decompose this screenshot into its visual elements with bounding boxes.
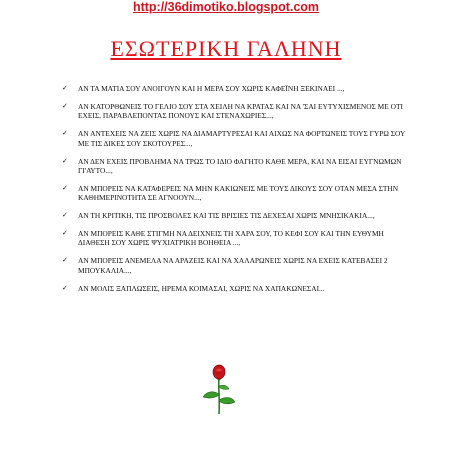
- list-item-text: ΑΝ ΤΑ ΜΑΤΙΑ ΣΟΥ ΑΝΟΙΓΟΥΝ ΚΑΙ Η ΜΕΡΑ ΣΟΥ ΧΩΡΙΣ ΚΑΦΕΪΝΗ ΞΕΚΙΝΑΕΙ ...,: [78, 84, 345, 93]
- checkmark-icon: ✓: [62, 256, 68, 265]
- list-item: [62, 102, 407, 121]
- list-item: [62, 157, 407, 176]
- list-item: [62, 84, 407, 93]
- checkmark-icon: ✓: [62, 156, 68, 165]
- list-item-text: ΑΝ ΚΑΤΟΡΘΩΝΕΙΣ ΤΟ ΓΕΛΙΟ ΣΟΥ ΣΤΑ ΧΕΙΛΗ ΝΑ ΚΡΑΤΑΣ ΚΑΙ ΝΑ 'ΣΑΙ ΕΥΤΥΧΙΣΜΕΝΟΣ ΜΕ ΟΤΙ ΕΧΕΙΣ, ΠΑΡΑΒΛΕΠΟΝΤΑΣ ΠΟΝΟΥΣ ΚΑΙ ΣΤΕΝΑΧΩΡΙΕΣ...,: [78, 101, 403, 121]
- checkmark-icon: ✓: [62, 84, 68, 92]
- list-item-text: ΑΝ ΜΠΟΡΕΙΣ ΝΑ ΚΑΤΑΦΕΡΕΙΣ ΝΑ ΜΗΝ ΚΑΚΙΩΝΕΙΣ ΜΕ ΤΟΥΣ ΔΙΚΟΥΣ ΣΟΥ ΟΤΑΝ ΜΕΣΑ ΣΤΗΝ ΚΑΘΗΜΕΡΙΝΟΤΗΤΑ ΣΕ ΑΓΝΟΟΥΝ...,: [78, 183, 399, 203]
- list-item: [62, 229, 407, 248]
- checkmark-icon: ✓: [62, 283, 68, 292]
- list-item: [62, 184, 407, 203]
- list-item-text: ΑΝ ΜΠΟΡΕΙΣ ΚΑΘΕ ΣΤΙΓΜΗ ΝΑ ΔΕΙΧΝΕΙΣ ΤΗ ΧΑΡΑ ΣΟΥ, ΤΟ ΚΕΦΙ ΣΟΥ ΚΑΙ ΤΗΝ ΕΥΘΥΜΗ ΔΙΑΘΕΣΗ ΣΟΥ ΧΩΡΙΣ ΨΥΧΙΑΤΡΙΚΗ ΒΟΗΘΕΙΑ ...,: [78, 229, 384, 248]
- list-item: [62, 211, 407, 220]
- checkmark-icon: ✓: [62, 211, 68, 220]
- list-item: [62, 256, 407, 275]
- checkmark-icon: ✓: [62, 183, 68, 192]
- rose-icon: [200, 364, 238, 416]
- list-item-text: ΑΝ ΑΝΤΕΧΕΙΣ ΝΑ ΖΕΙΣ ΧΩΡΙΣ ΝΑ ΔΙΑΜΑΡΤΥΡΕΣΑΙ ΚΑΙ ΑΙΧΩΣ ΝΑ ΦΟΡΤΩΝΕΙΣ ΤΟΥΣ ΓΥΡΩ ΣΟΥ ΜΕ ΤΙΣ ΔΙΚΕΣ ΣΟΥ ΣΚΟΤΟΥΡΕΣ...,: [78, 129, 406, 148]
- list-item: [62, 129, 407, 148]
- blog-url-link[interactable]: http://36dimotiko.blogspot.com: [132, 0, 320, 14]
- checkmark-icon: ✓: [62, 129, 68, 138]
- bullet-list: [62, 84, 407, 302]
- list-item-text: ΑΝ ΜΠΟΡΕΙΣ ΑΝΕΜΕΛΑ ΝΑ ΑΡΑΖΕΙΣ ΚΑΙ ΝΑ ΧΑΛΑΡΩΝΕΙΣ ΧΩΡΙΣ ΝΑ ΕΧΕΙΣ ΚΑΤΕΒΑΣΕΙ 2 ΜΠΟΥΚΑΛΙΑ...,: [78, 256, 388, 275]
- list-item: [62, 284, 407, 293]
- list-item-text: ΑΝ ΤΗ ΚΡΙΤΙΚΗ, ΤΙΣ ΠΡΟΣΒΟΛΕΣ ΚΑΙ ΤΙΣ ΒΡΙΣΙΕΣ ΤΙΣ ΔΕΧΕΣΑΙ ΧΩΡΙΣ ΜΝΗΣΙΚΑΚΙΑ...,: [78, 211, 375, 221]
- checkmark-icon: ✓: [62, 101, 68, 110]
- list-item-text: ΑΝ ΜΟΛΙΣ ΞΑΠΛΩΣΕΙΣ, ΗΡΕΜΑ ΚΟΙΜΑΣΑΙ, ΧΩΡΙΣ ΝΑ ΧΑΠΑΚΩΝΕΣΑΙ...: [78, 283, 325, 293]
- page-title: ΕΣΩΤΕΡΙΚΗ ΓΑΛΗΝΗ: [110, 36, 342, 61]
- list-item-text: ΑΝ ΔΕΝ ΕΧΕΙΣ ΠΡΟΒΛΗΜΑ ΝΑ ΤΡΩΣ ΤΟ ΙΔΙΟ ΦΑΓΗΤΟ ΚΑΘΕ ΜΕΡΑ, ΚΑΙ ΝΑ ΕΙΣΑΙ ΕΥΓΝΩΜΩΝ ΓΙ'ΑΥΤΟ...,: [78, 156, 402, 175]
- checkmark-icon: ✓: [62, 229, 68, 238]
